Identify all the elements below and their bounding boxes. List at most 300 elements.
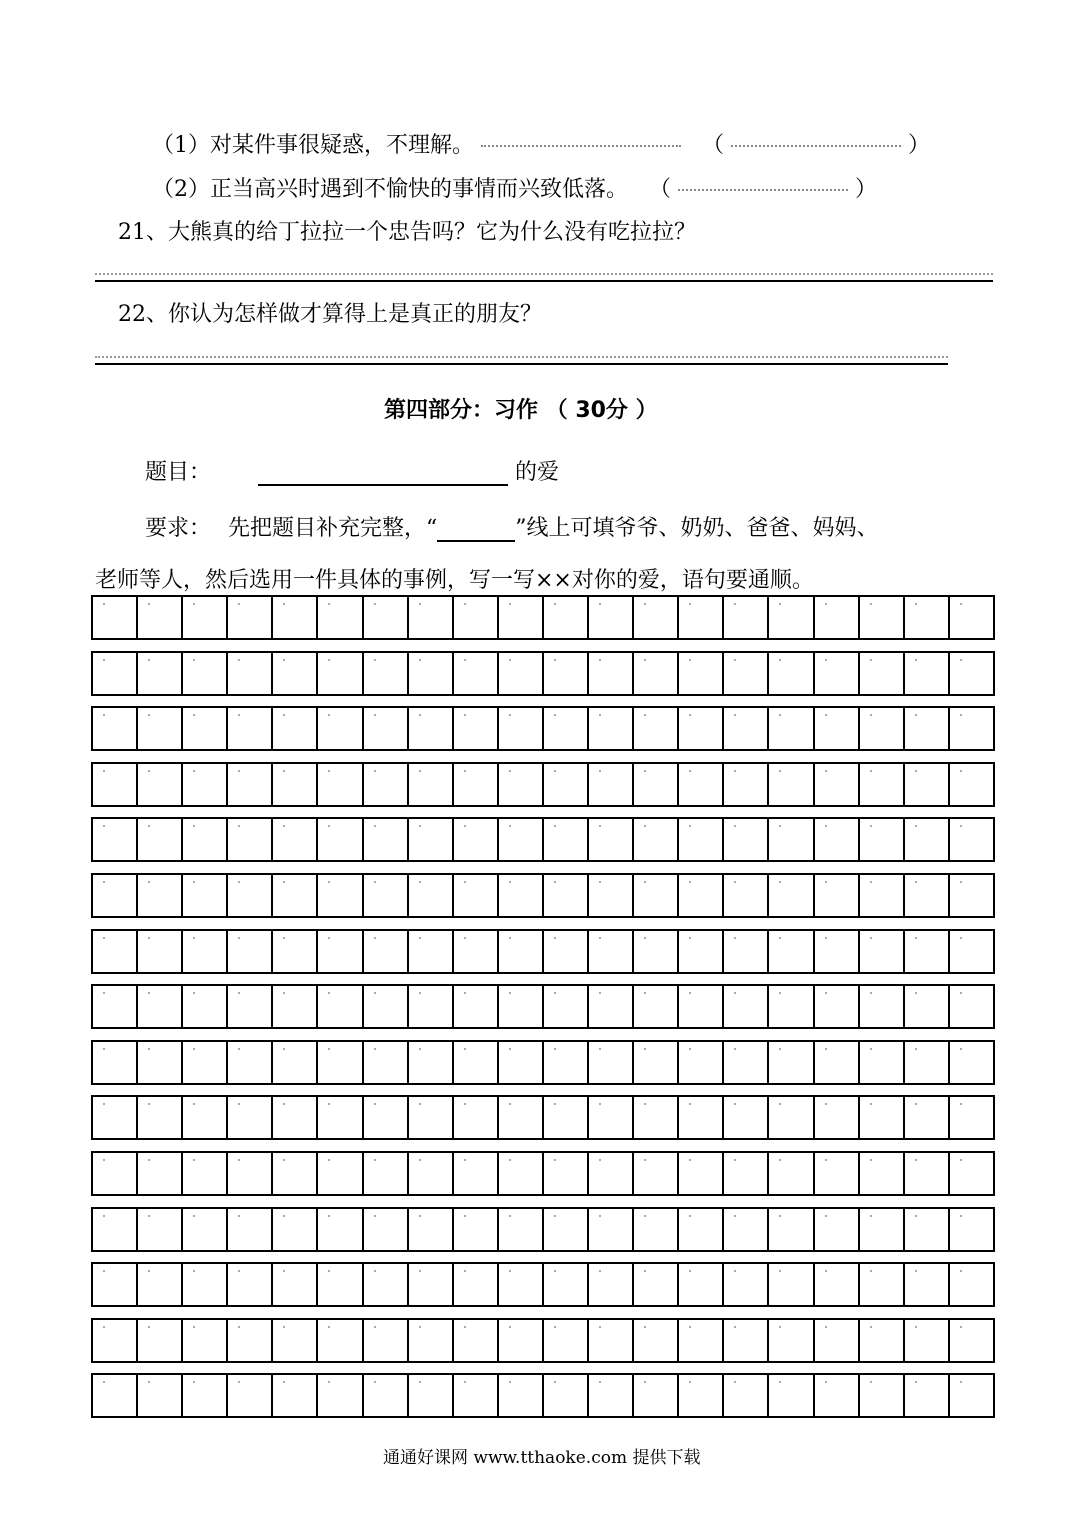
grid-cell[interactable]: [409, 708, 454, 749]
grid-cell[interactable]: [454, 1153, 499, 1194]
grid-cell[interactable]: [273, 1097, 318, 1138]
grid-cell[interactable]: [860, 1097, 905, 1138]
grid-cell[interactable]: [950, 931, 993, 972]
grid-cell[interactable]: [138, 597, 183, 638]
grid-cell[interactable]: [138, 1153, 183, 1194]
grid-cell[interactable]: [93, 1375, 138, 1416]
grid-cell[interactable]: [950, 1209, 993, 1250]
grid-cell[interactable]: [724, 931, 769, 972]
grid-cell[interactable]: [634, 931, 679, 972]
grid-cell[interactable]: [364, 986, 409, 1027]
topic-blank[interactable]: [258, 458, 508, 486]
grid-cell[interactable]: [815, 875, 860, 916]
grid-cell[interactable]: [499, 931, 544, 972]
grid-cell[interactable]: [138, 1209, 183, 1250]
grid-cell[interactable]: [183, 1097, 228, 1138]
grid-cell[interactable]: [228, 764, 273, 805]
grid-cell[interactable]: [364, 597, 409, 638]
grid-cell[interactable]: [724, 1264, 769, 1305]
grid-cell[interactable]: [138, 764, 183, 805]
grid-cell[interactable]: [454, 764, 499, 805]
grid-cell[interactable]: [950, 1153, 993, 1194]
grid-cell[interactable]: [589, 597, 634, 638]
grid-cell[interactable]: [454, 653, 499, 694]
grid-cell[interactable]: [544, 1153, 589, 1194]
grid-cell[interactable]: [634, 653, 679, 694]
grid-cell[interactable]: [589, 1153, 634, 1194]
grid-cell[interactable]: [228, 708, 273, 749]
grid-cell[interactable]: [860, 1264, 905, 1305]
grid-cell[interactable]: [499, 819, 544, 860]
grid-cell[interactable]: [183, 1042, 228, 1083]
grid-cell[interactable]: [454, 986, 499, 1027]
grid-cell[interactable]: [860, 1153, 905, 1194]
grid-cell[interactable]: [815, 653, 860, 694]
grid-cell[interactable]: [815, 1097, 860, 1138]
grid-cell[interactable]: [93, 653, 138, 694]
grid-cell[interactable]: [544, 875, 589, 916]
grid-cell[interactable]: [544, 1209, 589, 1250]
grid-cell[interactable]: [769, 708, 814, 749]
grid-cell[interactable]: [769, 1264, 814, 1305]
grid-cell[interactable]: [634, 597, 679, 638]
grid-cell[interactable]: [138, 1320, 183, 1361]
grid-cell[interactable]: [409, 1153, 454, 1194]
grid-cell[interactable]: [724, 986, 769, 1027]
grid-cell[interactable]: [409, 1320, 454, 1361]
grid-cell[interactable]: [679, 819, 724, 860]
grid-cell[interactable]: [544, 653, 589, 694]
grid-cell[interactable]: [769, 986, 814, 1027]
grid-cell[interactable]: [454, 1209, 499, 1250]
grid-cell[interactable]: [544, 708, 589, 749]
grid-cell[interactable]: [364, 819, 409, 860]
grid-cell[interactable]: [318, 986, 363, 1027]
grid-cell[interactable]: [318, 819, 363, 860]
grid-cell[interactable]: [228, 1153, 273, 1194]
grid-cell[interactable]: [589, 1209, 634, 1250]
grid-cell[interactable]: [499, 597, 544, 638]
grid-cell[interactable]: [724, 1153, 769, 1194]
grid-cell[interactable]: [724, 1320, 769, 1361]
grid-cell[interactable]: [724, 875, 769, 916]
grid-cell[interactable]: [769, 597, 814, 638]
grid-cell[interactable]: [364, 1097, 409, 1138]
grid-cell[interactable]: [589, 931, 634, 972]
grid-cell[interactable]: [905, 1375, 950, 1416]
grid-cell[interactable]: [815, 597, 860, 638]
grid-cell[interactable]: [724, 1097, 769, 1138]
grid-cell[interactable]: [544, 764, 589, 805]
grid-cell[interactable]: [589, 1320, 634, 1361]
grid-cell[interactable]: [634, 819, 679, 860]
grid-cell[interactable]: [499, 1209, 544, 1250]
grid-cell[interactable]: [815, 764, 860, 805]
grid-cell[interactable]: [499, 1042, 544, 1083]
grid-cell[interactable]: [409, 764, 454, 805]
grid-cell[interactable]: [318, 653, 363, 694]
grid-cell[interactable]: [318, 1042, 363, 1083]
q21-answer-line[interactable]: [95, 280, 993, 282]
grid-cell[interactable]: [499, 1153, 544, 1194]
grid-cell[interactable]: [634, 708, 679, 749]
grid-cell[interactable]: [318, 1320, 363, 1361]
q20-item-1-answer[interactable]: [731, 145, 901, 147]
grid-cell[interactable]: [679, 653, 724, 694]
grid-cell[interactable]: [950, 819, 993, 860]
grid-cell[interactable]: [544, 1375, 589, 1416]
grid-cell[interactable]: [634, 1153, 679, 1194]
grid-cell[interactable]: [364, 764, 409, 805]
grid-cell[interactable]: [273, 1320, 318, 1361]
grid-cell[interactable]: [364, 1209, 409, 1250]
grid-cell[interactable]: [815, 1264, 860, 1305]
grid-cell[interactable]: [138, 986, 183, 1027]
grid-cell[interactable]: [499, 875, 544, 916]
grid-cell[interactable]: [499, 1320, 544, 1361]
grid-cell[interactable]: [454, 1097, 499, 1138]
grid-cell[interactable]: [589, 1375, 634, 1416]
grid-cell[interactable]: [815, 1042, 860, 1083]
grid-cell[interactable]: [634, 1209, 679, 1250]
grid-cell[interactable]: [589, 1042, 634, 1083]
grid-cell[interactable]: [454, 931, 499, 972]
grid-cell[interactable]: [93, 986, 138, 1027]
grid-cell[interactable]: [228, 597, 273, 638]
grid-cell[interactable]: [138, 931, 183, 972]
grid-cell[interactable]: [905, 653, 950, 694]
grid-cell[interactable]: [273, 819, 318, 860]
grid-cell[interactable]: [318, 1264, 363, 1305]
grid-cell[interactable]: [905, 1264, 950, 1305]
grid-cell[interactable]: [950, 875, 993, 916]
grid-cell[interactable]: [589, 819, 634, 860]
grid-cell[interactable]: [860, 986, 905, 1027]
grid-cell[interactable]: [905, 597, 950, 638]
grid-cell[interactable]: [409, 1209, 454, 1250]
grid-cell[interactable]: [499, 1375, 544, 1416]
grid-cell[interactable]: [138, 1264, 183, 1305]
grid-cell[interactable]: [679, 764, 724, 805]
grid-cell[interactable]: [228, 1264, 273, 1305]
grid-cell[interactable]: [860, 1042, 905, 1083]
grid-cell[interactable]: [228, 986, 273, 1027]
grid-cell[interactable]: [273, 1209, 318, 1250]
grid-cell[interactable]: [318, 931, 363, 972]
grid-cell[interactable]: [318, 1209, 363, 1250]
grid-cell[interactable]: [183, 653, 228, 694]
grid-cell[interactable]: [544, 1320, 589, 1361]
grid-cell[interactable]: [93, 1264, 138, 1305]
grid-cell[interactable]: [499, 1264, 544, 1305]
grid-cell[interactable]: [905, 1153, 950, 1194]
grid-cell[interactable]: [544, 597, 589, 638]
grid-cell[interactable]: [905, 708, 950, 749]
grid-cell[interactable]: [950, 708, 993, 749]
grid-cell[interactable]: [273, 1153, 318, 1194]
grid-cell[interactable]: [544, 1264, 589, 1305]
grid-cell[interactable]: [273, 931, 318, 972]
grid-cell[interactable]: [950, 1375, 993, 1416]
grid-cell[interactable]: [318, 1375, 363, 1416]
grid-cell[interactable]: [364, 931, 409, 972]
grid-cell[interactable]: [409, 1097, 454, 1138]
grid-cell[interactable]: [860, 1209, 905, 1250]
grid-cell[interactable]: [860, 875, 905, 916]
grid-cell[interactable]: [183, 1209, 228, 1250]
grid-cell[interactable]: [499, 708, 544, 749]
grid-cell[interactable]: [454, 875, 499, 916]
grid-cell[interactable]: [905, 819, 950, 860]
grid-cell[interactable]: [183, 764, 228, 805]
grid-cell[interactable]: [769, 1320, 814, 1361]
grid-cell[interactable]: [950, 1042, 993, 1083]
q20-item-2-answer[interactable]: [678, 189, 848, 191]
grid-cell[interactable]: [815, 986, 860, 1027]
grid-cell[interactable]: [815, 931, 860, 972]
grid-cell[interactable]: [93, 1042, 138, 1083]
grid-cell[interactable]: [950, 764, 993, 805]
grid-cell[interactable]: [544, 931, 589, 972]
grid-cell[interactable]: [905, 986, 950, 1027]
grid-cell[interactable]: [860, 1375, 905, 1416]
grid-cell[interactable]: [454, 708, 499, 749]
grid-cell[interactable]: [183, 1320, 228, 1361]
grid-cell[interactable]: [364, 1153, 409, 1194]
grid-cell[interactable]: [589, 653, 634, 694]
grid-cell[interactable]: [318, 1097, 363, 1138]
grid-cell[interactable]: [724, 597, 769, 638]
grid-cell[interactable]: [769, 1097, 814, 1138]
grid-cell[interactable]: [724, 1042, 769, 1083]
grid-cell[interactable]: [679, 986, 724, 1027]
grid-cell[interactable]: [499, 1097, 544, 1138]
grid-cell[interactable]: [544, 986, 589, 1027]
grid-cell[interactable]: [228, 931, 273, 972]
grid-cell[interactable]: [183, 931, 228, 972]
grid-cell[interactable]: [138, 1042, 183, 1083]
grid-cell[interactable]: [228, 1209, 273, 1250]
grid-cell[interactable]: [364, 1375, 409, 1416]
grid-cell[interactable]: [860, 1320, 905, 1361]
grid-cell[interactable]: [724, 764, 769, 805]
grid-cell[interactable]: [769, 875, 814, 916]
grid-cell[interactable]: [634, 986, 679, 1027]
grid-cell[interactable]: [183, 597, 228, 638]
grid-cell[interactable]: [409, 931, 454, 972]
grid-cell[interactable]: [138, 708, 183, 749]
grid-cell[interactable]: [905, 875, 950, 916]
grid-cell[interactable]: [950, 986, 993, 1027]
grid-cell[interactable]: [93, 819, 138, 860]
grid-cell[interactable]: [679, 597, 724, 638]
grid-cell[interactable]: [589, 1264, 634, 1305]
grid-cell[interactable]: [138, 819, 183, 860]
grid-cell[interactable]: [860, 819, 905, 860]
grid-cell[interactable]: [544, 819, 589, 860]
grid-cell[interactable]: [273, 875, 318, 916]
grid-cell[interactable]: [769, 1375, 814, 1416]
grid-cell[interactable]: [815, 819, 860, 860]
grid-cell[interactable]: [769, 1042, 814, 1083]
grid-cell[interactable]: [454, 1375, 499, 1416]
grid-cell[interactable]: [769, 1153, 814, 1194]
grid-cell[interactable]: [364, 653, 409, 694]
grid-cell[interactable]: [860, 653, 905, 694]
grid-cell[interactable]: [815, 1153, 860, 1194]
grid-cell[interactable]: [454, 819, 499, 860]
grid-cell[interactable]: [93, 1153, 138, 1194]
grid-cell[interactable]: [679, 875, 724, 916]
grid-cell[interactable]: [769, 1209, 814, 1250]
grid-cell[interactable]: [364, 1320, 409, 1361]
grid-cell[interactable]: [905, 764, 950, 805]
grid-cell[interactable]: [183, 1375, 228, 1416]
grid-cell[interactable]: [93, 875, 138, 916]
grid-cell[interactable]: [273, 653, 318, 694]
grid-cell[interactable]: [860, 597, 905, 638]
grid-cell[interactable]: [769, 819, 814, 860]
grid-cell[interactable]: [860, 764, 905, 805]
grid-cell[interactable]: [860, 931, 905, 972]
grid-cell[interactable]: [679, 1209, 724, 1250]
grid-cell[interactable]: [138, 1375, 183, 1416]
grid-cell[interactable]: [950, 653, 993, 694]
grid-cell[interactable]: [815, 1320, 860, 1361]
grid-cell[interactable]: [93, 1320, 138, 1361]
grid-cell[interactable]: [634, 764, 679, 805]
grid-cell[interactable]: [93, 764, 138, 805]
grid-cell[interactable]: [679, 1097, 724, 1138]
grid-cell[interactable]: [364, 1264, 409, 1305]
grid-cell[interactable]: [318, 708, 363, 749]
grid-cell[interactable]: [364, 708, 409, 749]
grid-cell[interactable]: [544, 1042, 589, 1083]
grid-cell[interactable]: [589, 986, 634, 1027]
grid-cell[interactable]: [318, 875, 363, 916]
grid-cell[interactable]: [183, 1264, 228, 1305]
grid-cell[interactable]: [409, 653, 454, 694]
grid-cell[interactable]: [364, 1042, 409, 1083]
grid-cell[interactable]: [409, 1042, 454, 1083]
grid-cell[interactable]: [634, 1375, 679, 1416]
grid-cell[interactable]: [950, 1320, 993, 1361]
grid-cell[interactable]: [589, 875, 634, 916]
grid-cell[interactable]: [724, 1209, 769, 1250]
q22-answer-line[interactable]: [95, 363, 948, 365]
grid-cell[interactable]: [273, 764, 318, 805]
grid-cell[interactable]: [138, 1097, 183, 1138]
grid-cell[interactable]: [769, 931, 814, 972]
grid-cell[interactable]: [589, 764, 634, 805]
grid-cell[interactable]: [769, 653, 814, 694]
grid-cell[interactable]: [589, 1097, 634, 1138]
grid-cell[interactable]: [318, 764, 363, 805]
grid-cell[interactable]: [273, 708, 318, 749]
grid-cell[interactable]: [634, 1097, 679, 1138]
grid-cell[interactable]: [905, 1042, 950, 1083]
grid-cell[interactable]: [93, 597, 138, 638]
grid-cell[interactable]: [724, 1375, 769, 1416]
grid-cell[interactable]: [318, 597, 363, 638]
grid-cell[interactable]: [679, 1153, 724, 1194]
grid-cell[interactable]: [950, 1097, 993, 1138]
grid-cell[interactable]: [183, 708, 228, 749]
grid-cell[interactable]: [183, 1153, 228, 1194]
grid-cell[interactable]: [364, 875, 409, 916]
grid-cell[interactable]: [273, 1375, 318, 1416]
grid-cell[interactable]: [679, 708, 724, 749]
grid-cell[interactable]: [93, 1097, 138, 1138]
grid-cell[interactable]: [183, 986, 228, 1027]
grid-cell[interactable]: [589, 708, 634, 749]
grid-cell[interactable]: [409, 819, 454, 860]
grid-cell[interactable]: [183, 875, 228, 916]
grid-cell[interactable]: [454, 1264, 499, 1305]
grid-cell[interactable]: [409, 986, 454, 1027]
grid-cell[interactable]: [724, 653, 769, 694]
grid-cell[interactable]: [769, 764, 814, 805]
grid-cell[interactable]: [499, 986, 544, 1027]
grid-cell[interactable]: [228, 1375, 273, 1416]
grid-cell[interactable]: [228, 1320, 273, 1361]
grid-cell[interactable]: [815, 1375, 860, 1416]
grid-cell[interactable]: [273, 597, 318, 638]
grid-cell[interactable]: [409, 875, 454, 916]
grid-cell[interactable]: [544, 1097, 589, 1138]
grid-cell[interactable]: [318, 1153, 363, 1194]
grid-cell[interactable]: [679, 1320, 724, 1361]
grid-cell[interactable]: [93, 1209, 138, 1250]
grid-cell[interactable]: [409, 1264, 454, 1305]
grid-cell[interactable]: [815, 708, 860, 749]
grid-cell[interactable]: [905, 931, 950, 972]
grid-cell[interactable]: [183, 819, 228, 860]
grid-cell[interactable]: [724, 819, 769, 860]
grid-cell[interactable]: [679, 931, 724, 972]
grid-cell[interactable]: [93, 708, 138, 749]
grid-cell[interactable]: [273, 1042, 318, 1083]
grid-cell[interactable]: [905, 1209, 950, 1250]
grid-cell[interactable]: [724, 708, 769, 749]
grid-cell[interactable]: [273, 986, 318, 1027]
grid-cell[interactable]: [679, 1375, 724, 1416]
grid-cell[interactable]: [499, 764, 544, 805]
grid-cell[interactable]: [228, 1042, 273, 1083]
grid-cell[interactable]: [454, 1042, 499, 1083]
grid-cell[interactable]: [409, 597, 454, 638]
grid-cell[interactable]: [634, 1264, 679, 1305]
grid-cell[interactable]: [634, 1042, 679, 1083]
grid-cell[interactable]: [454, 1320, 499, 1361]
grid-cell[interactable]: [905, 1097, 950, 1138]
grid-cell[interactable]: [228, 819, 273, 860]
grid-cell[interactable]: [905, 1320, 950, 1361]
grid-cell[interactable]: [454, 597, 499, 638]
grid-cell[interactable]: [138, 653, 183, 694]
grid-cell[interactable]: [860, 708, 905, 749]
grid-cell[interactable]: [634, 1320, 679, 1361]
grid-cell[interactable]: [950, 1264, 993, 1305]
grid-cell[interactable]: [815, 1209, 860, 1250]
grid-cell[interactable]: [93, 931, 138, 972]
grid-cell[interactable]: [409, 1375, 454, 1416]
grid-cell[interactable]: [228, 875, 273, 916]
grid-cell[interactable]: [950, 597, 993, 638]
grid-cell[interactable]: [634, 875, 679, 916]
grid-cell[interactable]: [138, 875, 183, 916]
grid-cell[interactable]: [228, 1097, 273, 1138]
